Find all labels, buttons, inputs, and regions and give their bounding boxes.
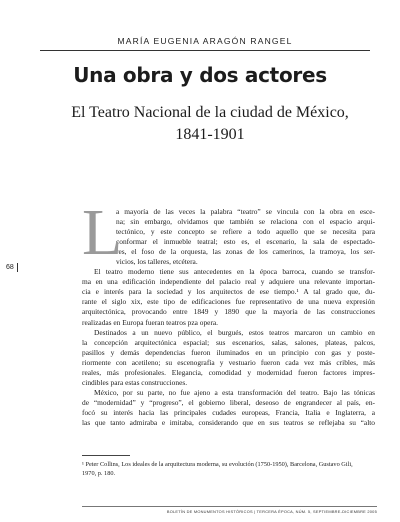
drop-cap: L	[82, 196, 123, 269]
text-line: El teatro moderno tiene sus antecedentes en la época barroca, cuando se transfor-	[94, 267, 375, 277]
text-line: cia e interés para la sociedad y los arquitectos de ese tiempo.¹ A tal grado que, du-	[82, 287, 375, 297]
subtitle-line: El Teatro Nacional de la ciudad de México,	[71, 104, 349, 121]
footnote-line: 1970, p. 180.	[82, 469, 116, 477]
text-line: de “modernidad” y “progreso”, el gobierno liberal, deseoso de engrandecer al país, en-	[82, 397, 375, 407]
text-line: la concepción arquitectónica espacial; sus escenarios, salas, salones, plateas, palcos,	[82, 337, 375, 347]
article-title: Una obra y dos actores	[73, 63, 327, 87]
author-name: MARÍA EUGENIA ARAGÓN RANGEL	[40, 36, 370, 51]
text-line: pasillos y demás dependencias fueron iluminados en un principio con gas y poste-	[82, 347, 375, 357]
running-footer: BOLETÍN DE MONUMENTOS HISTÓRICOS | TERCERA ÉPOCA, NÚM. 5, SEPTIEMBRE-DICIEMBRE 2005	[166, 509, 377, 514]
text-line: las que tanto admiraba e imitaba, considerando que en sus teatros se reflejaba su “alto	[82, 417, 375, 427]
text-line: riormente con acetileno; su escenografía y vestuario fueron cada vez más cribles, más	[82, 357, 375, 367]
paragraph	[82, 328, 375, 388]
text-line: na; sin embargo, olvidamos que también se relaciona con el espacio arqui-	[116, 217, 375, 227]
article-body	[82, 196, 375, 428]
text-line: vicios, los talleres, etcétera.	[116, 257, 198, 267]
article-subtitle	[60, 102, 360, 146]
text-line: Destinados a un nuevo público, el burgués, estos teatros marcaron un cambio en	[94, 327, 375, 337]
text-line: arquitectónica, provocando entre 1849 y 1890 que la mayoría de las construcciones	[82, 307, 375, 317]
footnote	[82, 461, 375, 478]
footnote-divider	[82, 455, 130, 456]
text-line: realizadas en Europa fueran teatros pza opera.	[82, 317, 219, 327]
text-line: focó su interés hacia las principales cudades europeas, Francia, Italia e Inglaterra, a	[82, 407, 375, 417]
subtitle-line: 1841-1901	[175, 126, 245, 143]
text-line: cindibles para estas construcciones.	[82, 377, 188, 387]
footer-divider	[82, 506, 377, 507]
text-line: res, el foso de la orquesta, las zonas de los camerinos, la tramoya, los ser-	[116, 247, 375, 257]
text-line: a mayoría de las veces la palabra “teatro” se vincula con la obra en esce-	[116, 207, 375, 216]
text-line: México, por su parte, no fue ajeno a esta transformación del teatro. Bajo las tónicas	[94, 387, 375, 397]
paragraph	[82, 267, 375, 327]
text-line: ma en una edificación independiente del palacio real y adquiere una relevante importan-	[82, 277, 375, 287]
text-line: rante el siglo xix, este tipo de edificaciones fue representativo de una nueva expresión	[82, 297, 375, 307]
text-line: tectónico, y este concepto se refiere a todo aquello que se necesita para	[116, 227, 375, 237]
paragraph	[82, 388, 375, 428]
page-number: 68	[6, 263, 18, 272]
text-line: conformar el inmueble teatral; esto es, el escenario, la sala de espectado-	[116, 237, 375, 247]
text-line: reales, más profesionales. Elegancia, comodidad y modernidad fueron factores impres-	[82, 367, 375, 377]
footnote-line: ¹ Peter Collins, Los ideales de la arquitectura moderna, su evolución (1750-1950), Barcelona, Gustavo Gili,	[82, 461, 353, 468]
opening-paragraph	[82, 196, 375, 269]
